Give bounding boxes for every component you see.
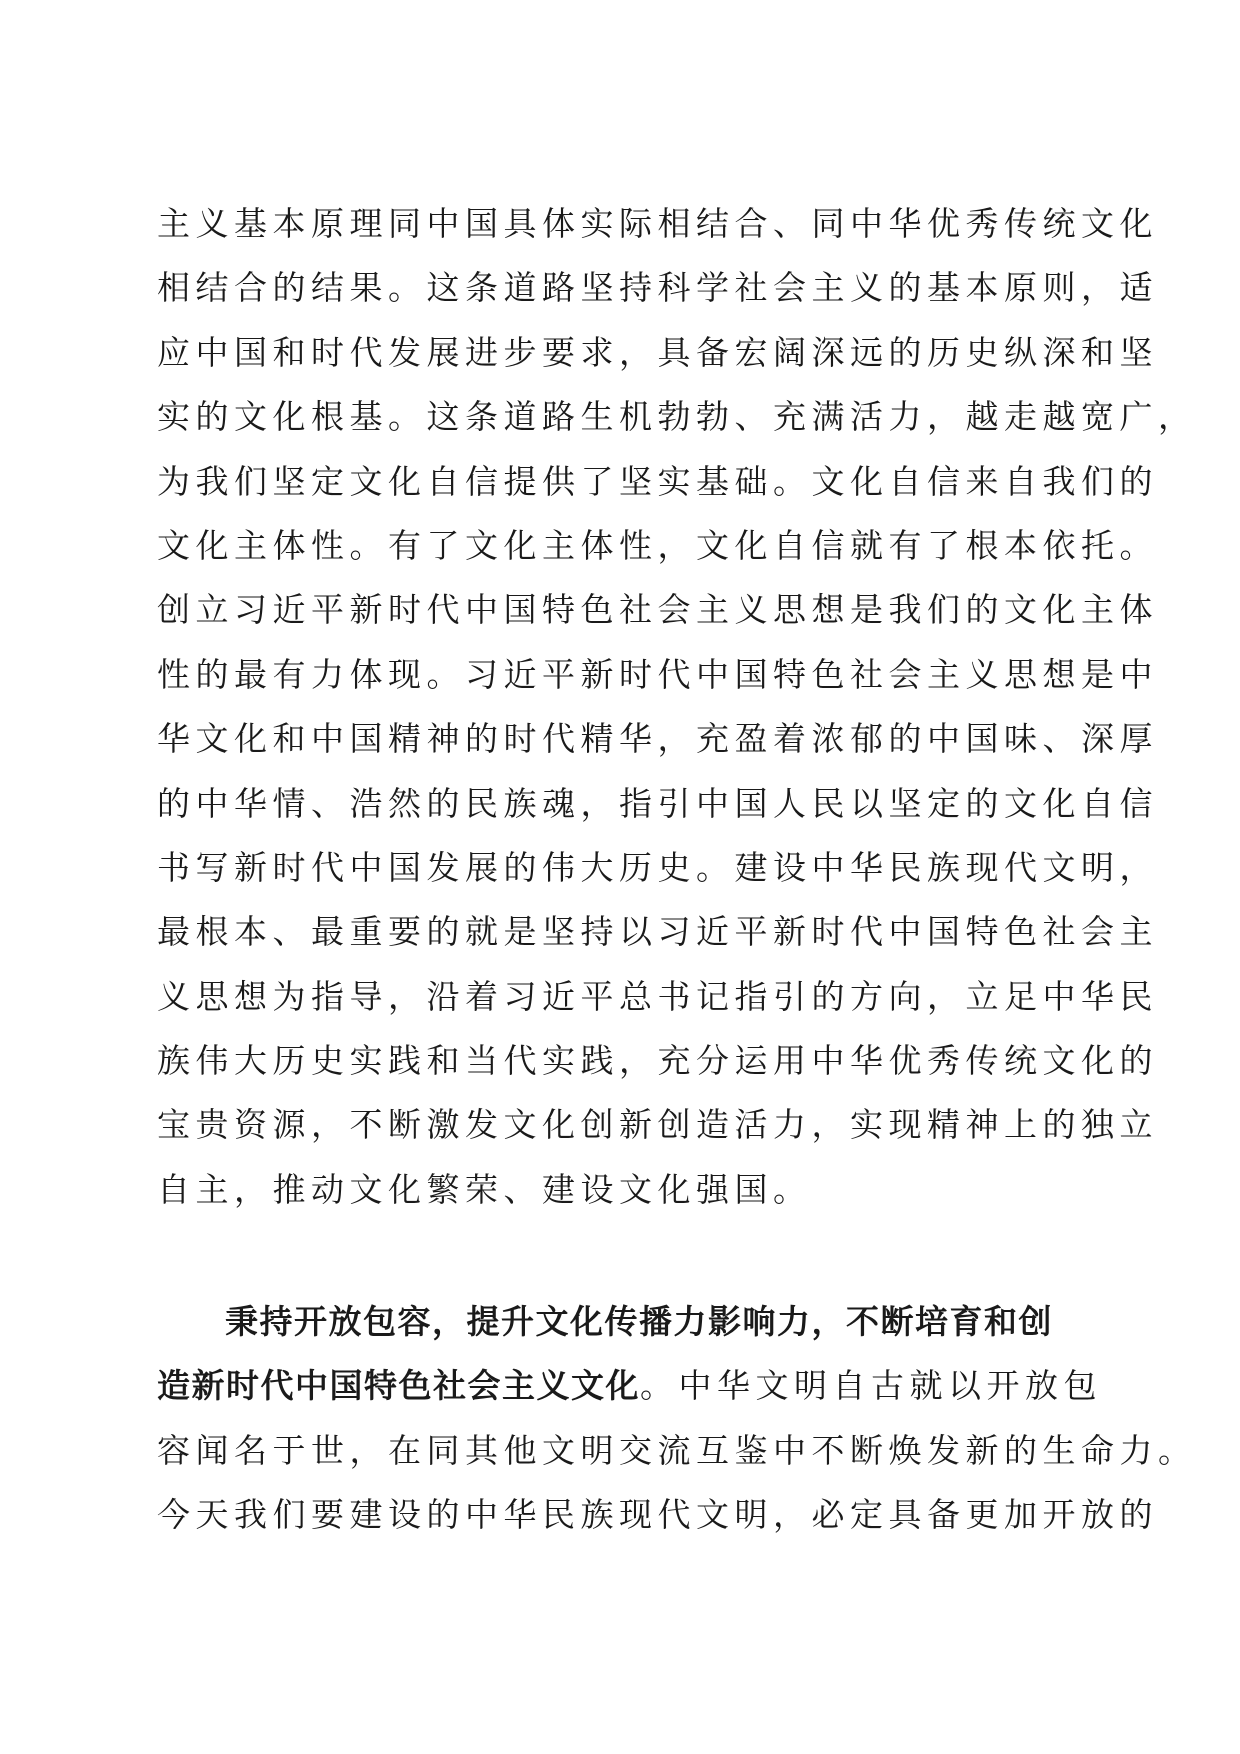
text-run: 。中华文明自古就以开放包 xyxy=(640,1366,1102,1406)
text-line: 相结合的结果。这条道路坚持科学社会主义的基本原则，适 xyxy=(157,268,1158,308)
text-line: 自主，推动文化繁荣、建设文化强国。 xyxy=(157,1169,812,1209)
section-heading-bold: 造新时代中国特色社会主义文化 xyxy=(157,1366,640,1406)
text-line: 最根本、最重要的就是坚持以习近平新时代中国特色社会主 xyxy=(157,912,1158,952)
text-line: 为我们坚定文化自信提供了坚实基础。文化自信来自我们的 xyxy=(157,461,1158,501)
text-line: 创立习近平新时代中国特色社会主义思想是我们的文化主体 xyxy=(157,590,1158,630)
section-paragraph xyxy=(157,1290,1197,1548)
paragraph-continuation xyxy=(157,192,1197,1222)
text-line: 书写新时代中国发展的伟大历史。建设中华民族现代文明， xyxy=(157,847,1158,887)
section-heading-bold: 秉持开放包容，提升文化传播力影响力，不断培育和创 xyxy=(225,1302,1053,1341)
text-line: 华文化和中国精神的时代精华，充盈着浓郁的中国味、深厚 xyxy=(157,719,1158,759)
text-line: 实的文化根基。这条道路生机勃勃、充满活力，越走越宽广， xyxy=(157,397,1197,437)
text-line: 容闻名于世，在同其他文明交流互鉴中不断焕发新的生命力。 xyxy=(157,1430,1197,1470)
text-line: 性的最有力体现。习近平新时代中国特色社会主义思想是中 xyxy=(157,654,1158,694)
text-line: 宝贵资源，不断激发文化创新创造活力，实现精神上的独立 xyxy=(157,1105,1158,1145)
text-line: 今天我们要建设的中华民族现代文明，必定具备更加开放的 xyxy=(157,1495,1158,1535)
text-line: 的中华情、浩然的民族魂，指引中国人民以坚定的文化自信 xyxy=(157,783,1158,823)
section-heading-line xyxy=(157,1290,1087,1354)
text-line: 应中国和时代发展进步要求，具备宏阔深远的历史纵深和坚 xyxy=(157,332,1158,372)
text-line xyxy=(157,1354,1102,1418)
text-line: 义思想为指导，沿着习近平总书记指引的方向，立足中华民 xyxy=(157,976,1158,1016)
text-line: 族伟大历史实践和当代实践，充分运用中华优秀传统文化的 xyxy=(157,1041,1158,1081)
text-line: 主义基本原理同中国具体实际相结合、同中华优秀传统文化 xyxy=(157,204,1158,243)
text-line: 文化主体性。有了文化主体性，文化自信就有了根本依托。 xyxy=(157,525,1158,565)
